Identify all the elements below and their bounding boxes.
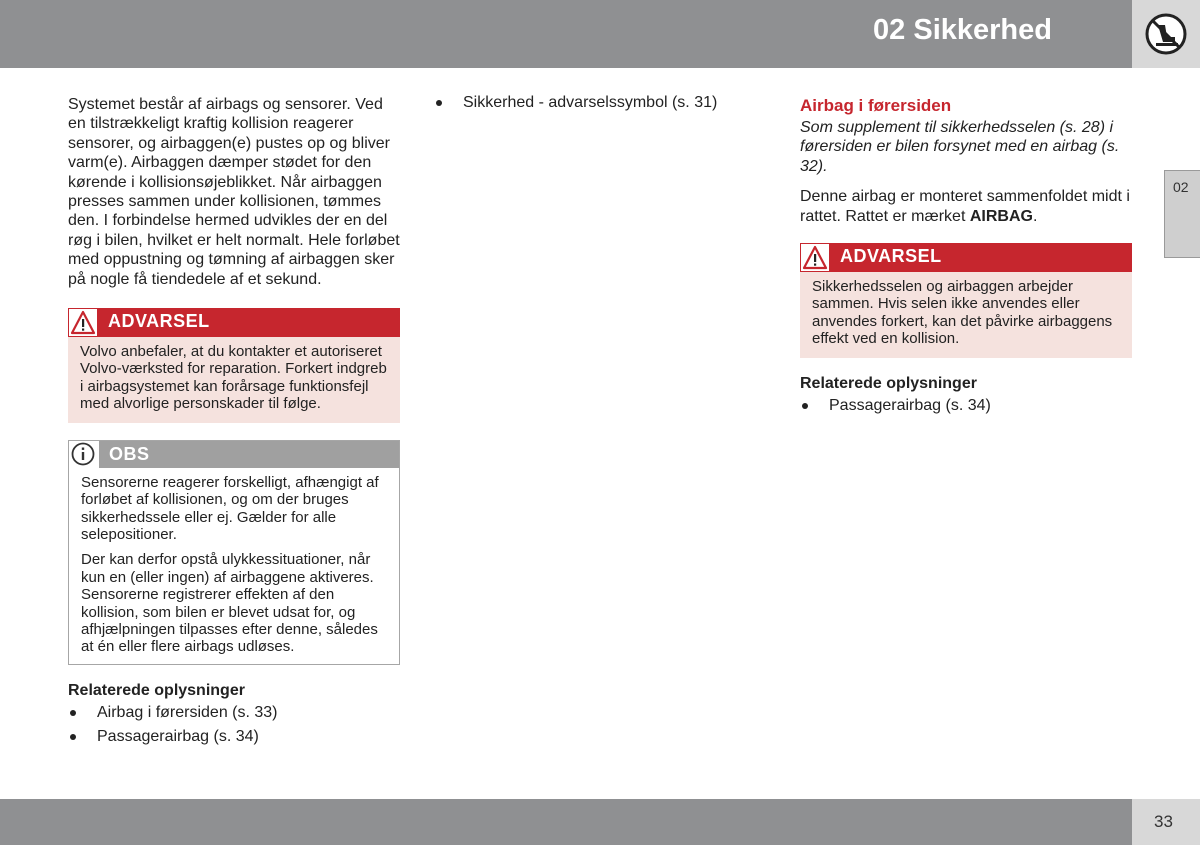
airbag-marking: AIRBAG	[969, 207, 1033, 225]
bullet-icon	[70, 734, 76, 740]
no-child-seat-airbag-icon	[1144, 12, 1188, 56]
intro-paragraph: Systemet består af airbags og sensorer. Ved en tilstrækkeligt kraftig kollision reagerer sensorer, og airbaggen(e) pustes op og bliver varm(e). Airbaggen dæmper stødet for den kørende i kollisionsøjeblikket. Når airbaggen presses sammen under kollisionen, tømmes den. I forbindelse hermed udvikles der en del røg i bilen, hvilket er helt normalt. Hele forløbet med oppustning og tømning af airbaggen sker på nogle få tiendedele af et sekund.	[68, 96, 400, 288]
related-link[interactable]: Passagerairbag (s. 34)	[829, 396, 991, 414]
related-link[interactable]: Sikkerhed - advarselssymbol (s. 31)	[463, 94, 718, 111]
bullet-icon	[436, 100, 442, 106]
list-item[interactable]	[434, 91, 764, 115]
page-number-box	[1132, 799, 1200, 845]
warning-box	[800, 243, 1132, 358]
related-link[interactable]: Passagerairbag (s. 34)	[97, 727, 259, 745]
warning-text: Sikkerhedsselen og airbaggen arbejder sammen. Hvis selen ikke anvendes eller anvendes forkert, kan det påvirke airbaggens effekt ved en kollision.	[800, 272, 1132, 358]
note-label: OBS	[109, 443, 150, 464]
note-header	[69, 441, 399, 468]
warning-header	[68, 308, 400, 337]
section-intro: Som supplement til sikkerhedsselen (s. 28) i førersiden er bilen forsynet med en airbag (s. 32).	[800, 119, 1120, 175]
header-bar	[0, 0, 1132, 68]
chapter-title: 02 Sikkerhed	[873, 14, 1052, 46]
warning-label: ADVARSEL	[108, 311, 210, 332]
chapter-tab-label: 02	[1173, 179, 1189, 195]
list-item[interactable]	[68, 701, 400, 725]
related-list	[68, 701, 400, 749]
header-icon-box	[1132, 0, 1200, 68]
related-list-continued	[434, 91, 764, 115]
column-2	[434, 95, 764, 115]
warning-text: Volvo anbefaler, at du kontakter et autoriseret Volvo-værksted for reparation. Forkert indgreb i airbagsystemet kan forårsage funktionsfejl med alvorlige personskader til følge.	[68, 337, 400, 423]
list-item[interactable]	[68, 725, 400, 749]
warning-triangle-icon	[70, 310, 96, 335]
chapter-tab	[1164, 170, 1200, 258]
info-icon	[71, 442, 95, 466]
related-list	[800, 394, 1132, 418]
column-3	[800, 95, 1132, 418]
page-number: 33	[1154, 812, 1173, 831]
related-heading: Relaterede oplysninger	[68, 681, 245, 699]
section-paragraph: Denne airbag er monteret sammenfoldet midt i rattet. Rattet er mærket AIRBAG.	[800, 188, 1130, 225]
warning-box	[68, 308, 400, 423]
warning-label: ADVARSEL	[840, 246, 942, 267]
section-title: Airbag i førersiden	[800, 96, 952, 115]
list-item[interactable]	[800, 394, 1132, 418]
note-box	[68, 440, 400, 665]
footer-bar	[0, 799, 1132, 845]
related-heading: Relaterede oplysninger	[800, 374, 977, 392]
related-link[interactable]: Airbag i førersiden (s. 33)	[97, 703, 278, 721]
bullet-icon	[802, 403, 808, 409]
warning-header	[800, 243, 1132, 272]
bullet-icon	[70, 710, 76, 716]
note-paragraph: Sensorerne reagerer forskelligt, afhængigt af forløbet af kollisionen, og om der bruges sikkerhedssele eller ej. Gælder for alle selepositioner.	[81, 473, 379, 543]
column-1	[68, 95, 400, 749]
warning-triangle-icon	[802, 245, 828, 270]
note-body	[69, 468, 399, 664]
note-paragraph: Der kan derfor opstå ulykkessituationer, når kun en (eller ingen) af airbaggene aktiveres. Sensorerne registrerer effekten af den kollision, som bilen er blevet udsat for, og afhjælpningen tilpasses efter denne, således at én eller flere airbags udløses.	[81, 551, 378, 656]
